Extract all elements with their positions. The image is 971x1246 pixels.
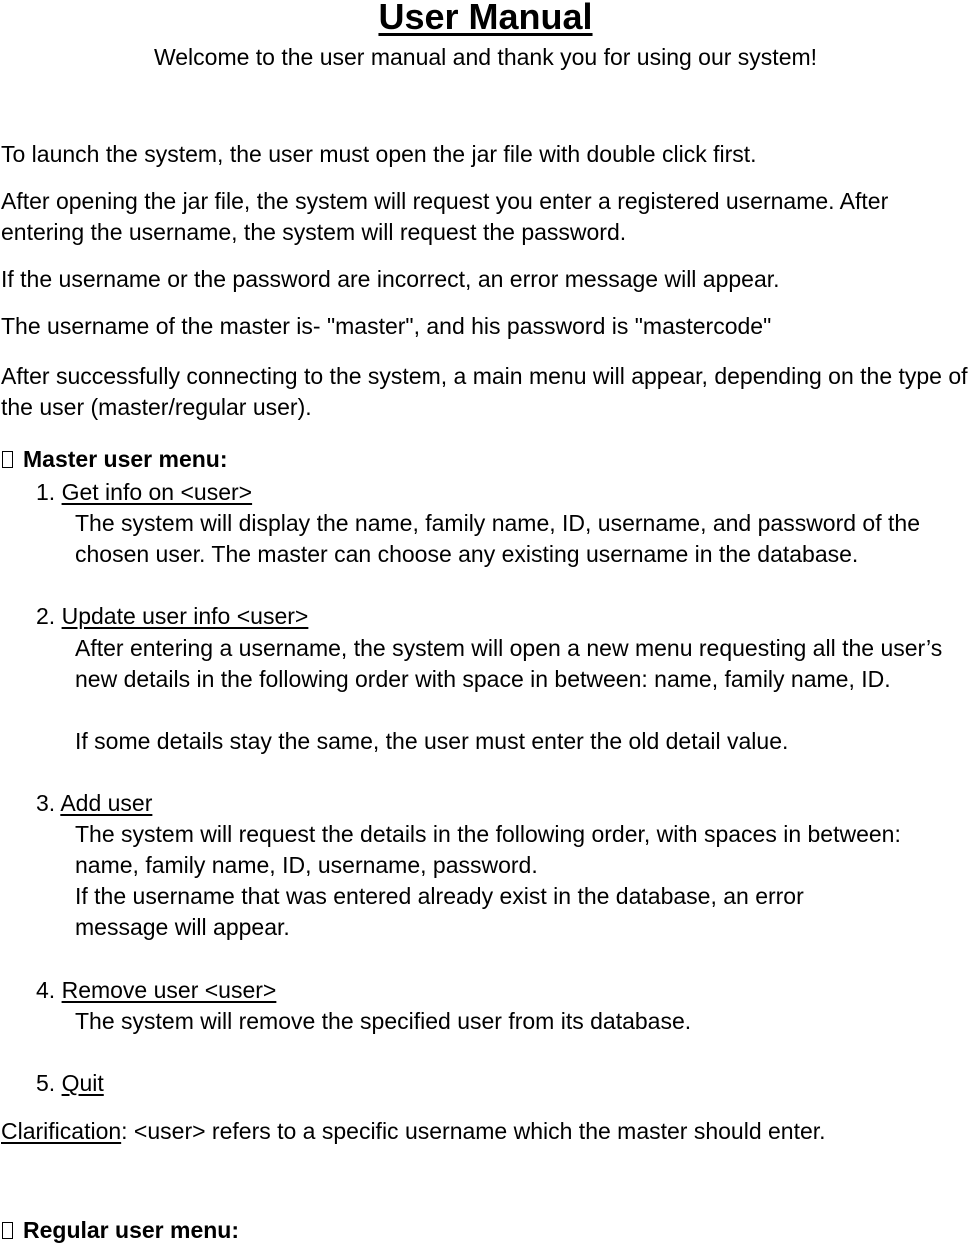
regular-menu-heading bbox=[0, 1215, 239, 1246]
item-label: Update user info <user> bbox=[61, 603, 309, 629]
document-title: User Manual bbox=[378, 0, 593, 37]
bullet-box-icon bbox=[2, 1222, 13, 1239]
intro-paragraph-login: After opening the jar file, the system will request you enter a registered username. After entering the username, the system will request the password. bbox=[1, 188, 889, 245]
item-description: If the username that was entered already exist in the database, an error message will appear. bbox=[75, 883, 804, 940]
item-description: After entering a username, the system will open a new menu requesting all the user’s new details in the following order with space in between: name, family name, ID. bbox=[75, 635, 943, 692]
clarification-text: : <user> refers to a specific username which the master should enter. bbox=[121, 1118, 826, 1144]
item-number: 3. bbox=[36, 790, 56, 816]
clarification-note bbox=[1, 1116, 826, 1147]
document-subtitle: Welcome to the user manual and thank you for using our system! bbox=[153, 44, 818, 70]
intro-paragraph-master-credentials: The username of the master is- "master", and his password is "mastercode" bbox=[1, 313, 772, 339]
master-menu-item-add-user bbox=[36, 788, 152, 819]
intro-paragraph-main-menu: After successfully connecting to the system, a main menu will appear, depending on the type of the user (master/regular user). bbox=[1, 363, 968, 420]
item-label: Add user bbox=[60, 790, 153, 816]
master-menu-item-get-info bbox=[36, 477, 252, 508]
intro-paragraph-error: If the username or the password are incorrect, an error message will appear. bbox=[1, 266, 780, 292]
master-menu-heading bbox=[0, 444, 228, 475]
master-menu-heading-label: Master user menu: bbox=[23, 446, 228, 472]
bullet-box-icon bbox=[2, 451, 13, 468]
item-description: The system will display the name, family name, ID, username, and password of the chosen user. The master can choose any existing username in the database. bbox=[75, 510, 920, 567]
item-description: The system will request the details in the following order, with spaces in between: name, family name, ID, username, password. bbox=[75, 821, 901, 878]
item-number: 2. bbox=[36, 603, 56, 629]
clarification-label: Clarification bbox=[1, 1118, 122, 1144]
item-label: Quit bbox=[61, 1070, 104, 1096]
item-number: 4. bbox=[36, 977, 56, 1003]
item-description: If some details stay the same, the user must enter the old detail value. bbox=[75, 728, 789, 754]
master-menu-item-remove-user bbox=[36, 975, 276, 1006]
regular-menu-heading-label: Regular user menu: bbox=[23, 1217, 239, 1243]
master-menu-item-update-info bbox=[36, 601, 308, 632]
master-menu-item-quit bbox=[36, 1068, 104, 1099]
item-label: Remove user <user> bbox=[61, 977, 277, 1003]
item-label: Get info on <user> bbox=[61, 479, 253, 505]
intro-paragraph-launch: To launch the system, the user must open the jar file with double click first. bbox=[1, 141, 757, 167]
item-description: The system will remove the specified user from its database. bbox=[75, 1008, 692, 1034]
item-number: 1. bbox=[36, 479, 56, 505]
item-number: 5. bbox=[36, 1070, 56, 1096]
